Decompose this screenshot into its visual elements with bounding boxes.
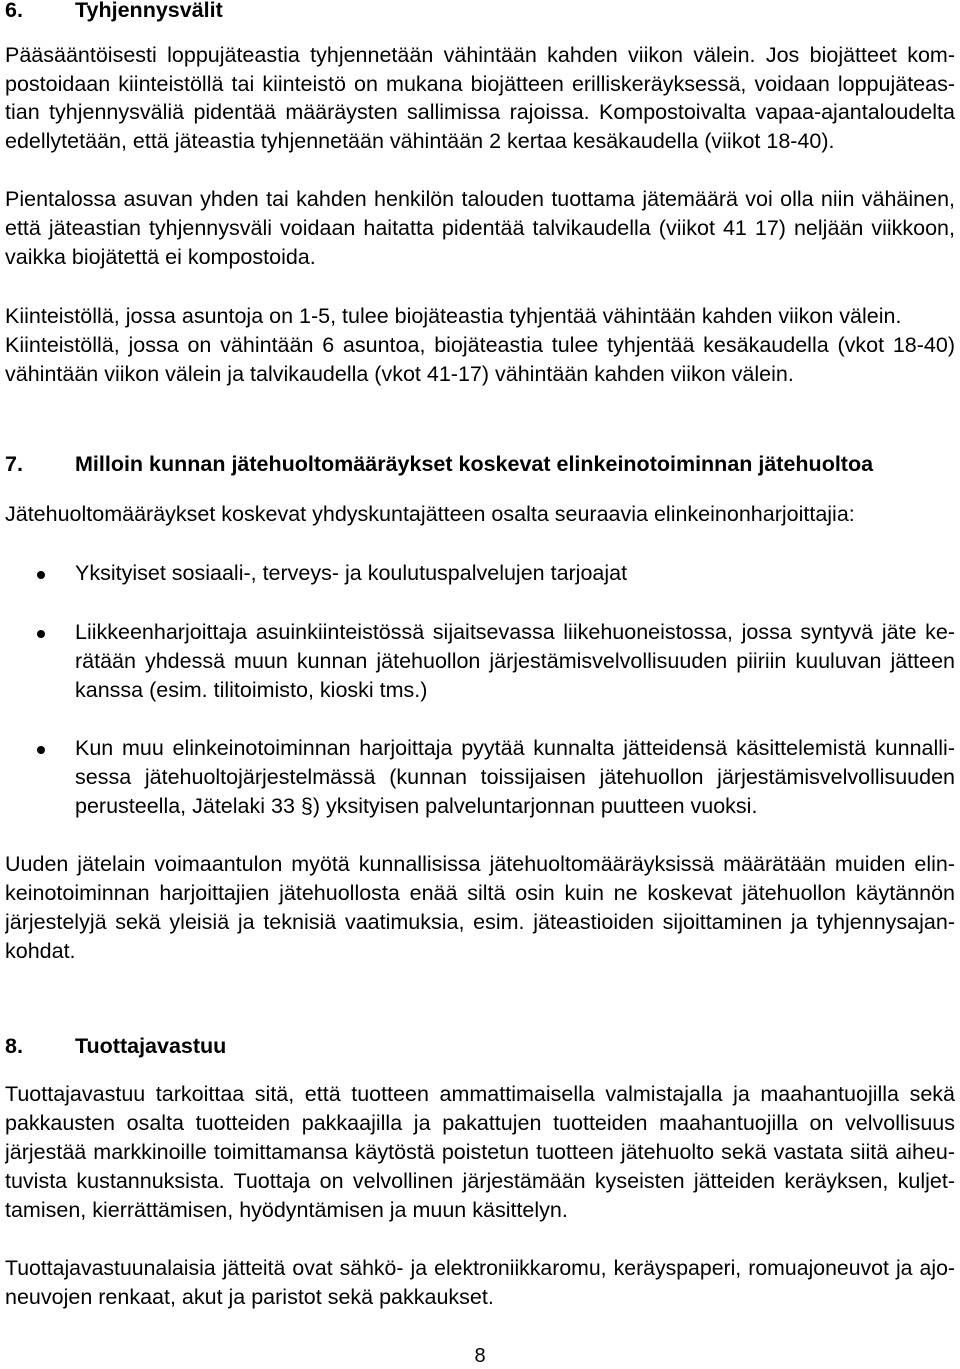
- paragraph-line: järjestelyjä sekä yleisiä ja teknisiä vaatimuksia, esim. jäteastioiden sijoittaminen ja tyhjennysajan-: [5, 910, 955, 934]
- paragraph-line: Jätehuoltomääräykset koskevat yhdyskuntajätteen osalta seuraavia elinkeinonharjoittajia:: [5, 502, 855, 526]
- section-number: 6.: [5, 0, 23, 22]
- bullet-icon: [37, 571, 45, 579]
- paragraph-line: vähintään viikon välein ja talvikaudella (vkot 41-17) vähintään kahden viikon välein.: [5, 362, 794, 386]
- list-item-line: Kun muu elinkeinotoiminnan harjoittaja pyytää kunnalta jätteidensä käsittelemistä kunnalli-: [75, 736, 955, 760]
- paragraph-line: Uuden jätelain voimaantulon myötä kunnallisissa jätehuoltomääräyksissä määrätään muiden elin-: [5, 852, 955, 876]
- section-title: Milloin kunnan jätehuoltomääräykset koskevat elinkeinotoiminnan jätehuoltoa: [75, 452, 874, 476]
- section-number: 7.: [5, 452, 23, 476]
- bullet-icon: [37, 630, 45, 638]
- list-item-line: sessa jätehuoltojärjestelmässä (kunnan toissijaisen jätehuollon järjestämisvelvollisuuden: [75, 765, 955, 789]
- section-title: Tuottajavastuu: [75, 1034, 227, 1058]
- paragraph-line: Pientalossa asuvan yhden tai kahden henkilön talouden tuottama jätemäärä voi olla niin vähäinen,: [5, 187, 955, 211]
- paragraph-line: vaikka biojätettä ei kompostoida.: [5, 245, 316, 269]
- list-item-line: Yksityiset sosiaali-, terveys- ja koulutuspalvelujen tarjoajat: [75, 561, 628, 585]
- paragraph-line: Tuottajavastuunalaisia jätteitä ovat sähkö- ja elektroniikkaromu, keräyspaperi, romuajoneuvot ja ajo-: [5, 1256, 955, 1280]
- list-item-line: Liikkeenharjoittaja asuinkiinteistössä sijaitsevassa liikehuoneistossa, jossa syntyvä jäte ke-: [75, 620, 955, 644]
- paragraph-line: että jäteastian tyhjennysväli voidaan haitatta pidentää talvikaudella (viikot 41 17) neljään viikkoon,: [5, 216, 955, 240]
- paragraph-line: tamisen, kierrättämisen, hyödyntämisen ja muun käsittelyn.: [5, 1198, 568, 1222]
- paragraph-line: tuvista kustannuksista. Tuottaja on velvollinen järjestämään kyseisten jätteiden keräyksen, kuljet-: [5, 1169, 955, 1193]
- paragraph-line: Kiinteistöllä, jossa on vähintään 6 asuntoa, biojäteastia tulee tyhjentää kesäkaudella (vkot 18-40): [5, 333, 955, 357]
- bullet-icon: [37, 746, 45, 754]
- paragraph-line: kohdat.: [5, 939, 76, 963]
- paragraph-line: edellytetään, että jäteastia tyhjennetään vähintään 2 kertaa kesäkaudella (viikot 18-40).: [5, 129, 835, 153]
- paragraph-line: Tuottajavastuu tarkoittaa sitä, että tuotteen ammattimaisella valmistajalla ja maahantuojilla sekä: [5, 1082, 955, 1106]
- section-number: 8.: [5, 1034, 23, 1058]
- paragraph-line: Kiinteistöllä, jossa asuntoja on 1-5, tulee biojäteastia tyhjentää vähintään kahden viikon välein.: [5, 304, 902, 328]
- list-item-line: kanssa (esim. tilitoimisto, kioski tms.): [75, 678, 428, 702]
- paragraph-line: pakkausten osalta tuotteiden pakkaajilla ja pakattujen tuotteiden maahantuojilla on velvollisuus: [5, 1111, 955, 1135]
- paragraph-line: tian tyhjennysväliä pidentää määräysten sallimissa rajoissa. Kompostoivalta vapaa-ajantaloudelta: [5, 100, 955, 124]
- paragraph-line: neuvojen renkaat, akut ja paristot sekä pakkaukset.: [5, 1285, 494, 1309]
- page-number: 8: [474, 1345, 486, 1367]
- paragraph-line: järjestää markkinoille toimittamansa käytöstä poistetun tuotteen jätehuolto sekä vastata siitä aiheu-: [5, 1140, 955, 1164]
- section-title: Tyhjennysvälit: [75, 0, 223, 22]
- paragraph-line: Pääsääntöisesti loppujäteastia tyhjennetään vähintään kahden viikon välein. Jos biojätteet kom-: [5, 43, 955, 67]
- list-item-line: rätään yhdessä muun kunnan jätehuollon järjestämisvelvollisuuden piiriin kuuluvan jätteen: [75, 649, 955, 673]
- paragraph-line: postoidaan kiinteistöllä tai kiinteistö on mukana biojätteen erilliskeräyksessä, voidaan loppujäteas-: [5, 72, 955, 96]
- list-item-line: perusteella, Jätelaki 33 §) yksityisen palveluntarjonnan puutteen vuoksi.: [75, 794, 758, 818]
- paragraph-line: keinotoiminnan harjoittajien jätehuollosta enää siltä osin kuin ne koskevat jätehuollon käytännön: [5, 881, 955, 905]
